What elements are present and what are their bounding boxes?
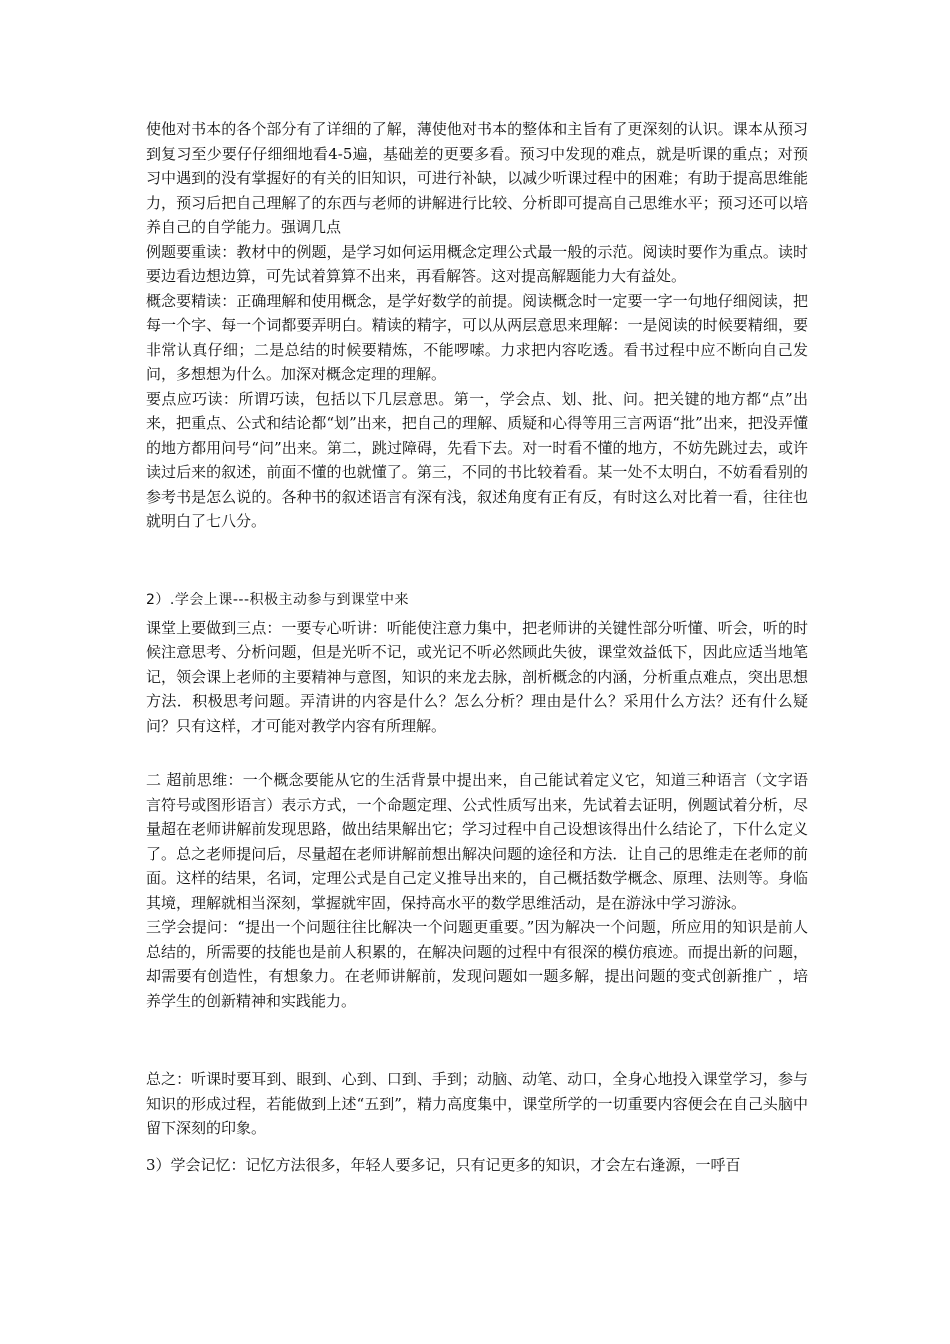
document-page xyxy=(146,117,808,1177)
paragraph-asking-questions: 三学会提问：“提出一个问题往往比解决一个问题更重要。”因为解决一个问题，所应用的知识是前人总结的，所需要的技能也是前人积累的，在解决问题的过程中有很深的模仿痕迹。而提出新的问题，却需要有创造性，有想象力。在老师讲解前，发现问题如一题多解，提出问题的变式创新推广 ，培养学生的创新精神和实践能力。 xyxy=(146,918,808,1010)
paragraph-memory: 3）学会记忆：记忆方法很多，年轻人要多记，只有记更多的知识，才会左右逢源，一呼百 xyxy=(146,1155,741,1174)
spacer xyxy=(146,1013,808,1067)
spacer xyxy=(146,1141,808,1153)
paragraph-key-points-reading: 要点应巧读：所谓巧读，包括以下几层意思。第一，学会点、划、批、问。把关键的地方都“点”出来，把重点、公式和结论都“划”出来，把自己的理解、质疑和心得等用三言两语“批”出来，把没弄懂的地方都用问号“问”出来。第二，跳过障碍，先看下去。对一时看不懂的地方，不妨先跳过去，或许读过后来的叙述，前面不懂的也就懂了。第三，不同的书比较着看。某一处不太明白，不妨看看别的参考书是怎么说的。各种书的叙述语言有深有浅，叙述角度有正有反，有时这么对比着一看，往往也就明白了七八分。 xyxy=(146,389,808,530)
paragraph-summary: 总之：听课时要耳到、眼到、心到、口到、手到；动脑、动笔、动口，全身心地投入课堂学习，参与知识的形成过程，若能做到上述“五到”，精力高度集中，课堂所学的一切重要内容便会在自己头脑中留下深刻的印象。 xyxy=(146,1070,808,1137)
spacer xyxy=(146,738,808,768)
spacer xyxy=(146,534,808,588)
paragraph-preview-benefits: 使他对书本的各个部分有了详细的了解，薄使他对书本的整体和主旨有了更深刻的认识。课本从预习到复习至少要仔仔细细地看4-5遍，基础差的更要多看。预习中发现的难点，就是听课的重点；对预习中遇到的没有掌握好的有关的旧知识，可进行补缺，以减少听课过程中的困难；有助于提高思维能力，预习后把自己理解了的东西与老师的讲解进行比较、分析即可提高自己思维水平；预习还可以培养自己的自学能力。强调几点 xyxy=(146,120,808,236)
paragraph-example-reading: 例题要重读：教材中的例题，是学习如何运用概念定理公式最一般的示范。阅读时要作为重点。读时要边看边想边算，可先试着算算不出来，再看解答。这对提高解题能力大有益处。 xyxy=(146,242,808,285)
paragraph-concept-reading: 概念要精读：正确理解和使用概念，是学好数学的前提。阅读概念时一定要一字一句地仔细阅读，把每一个字、每一个词都要弄明白。精读的精字，可以从两层意思来理解：一是阅读的时候要精细，要非常认真仔细；二是总结的时候要精炼，不能啰嗦。力求把内容吃透。看书过程中应不断向自己发问，多想想为什么。加深对概念定理的理解。 xyxy=(146,291,808,383)
paragraph-class-three-points: 课堂上要做到三点：一要专心听讲：听能使注意力集中，把老师讲的关键性部分听懂、听会，听的时候注意思考、分析问题，但是光听不记，或光记不听必然顾此失彼，课堂效益低下，因此应适当地笔记，领会课上老师的主要精神与意图，知识的来龙去脉，剖析概念的内涵，分析重点难点，突出思想方法．积极思考问题。弄清讲的内容是什么？怎么分析？理由是什么？采用什么方法？还有什么疑问？只有这样，才可能对教学内容有所理解。 xyxy=(146,618,808,735)
paragraph-advance-thinking: 二 超前思维：一个概念要能从它的生活背景中提出来，自己能试着定义它，知道三种语言（文字语言符号或图形语言）表示方式，一个命题定理、公式性质写出来，先试着去证明，例题试着分析，尽量超在老师讲解前发现思路，做出结果解出它；学习过程中自己设想该得出什么结论了，下什么定义了。总之老师提问后，尽量超在老师讲解前想出解决问题的途径和方法．让自己的思维走在老师的前面。这样的结果，名词，定理公式是自己定义推导出来的，自己概括数学概念、原理、法则等。身临其境，理解就相当深刻，掌握就牢固，保持高水平的数学思维活动，是在游泳中学习游泳。 xyxy=(146,771,808,912)
section-heading-attend-class: 2）.学会上课---积极主动参与到课堂中来 xyxy=(146,591,410,608)
